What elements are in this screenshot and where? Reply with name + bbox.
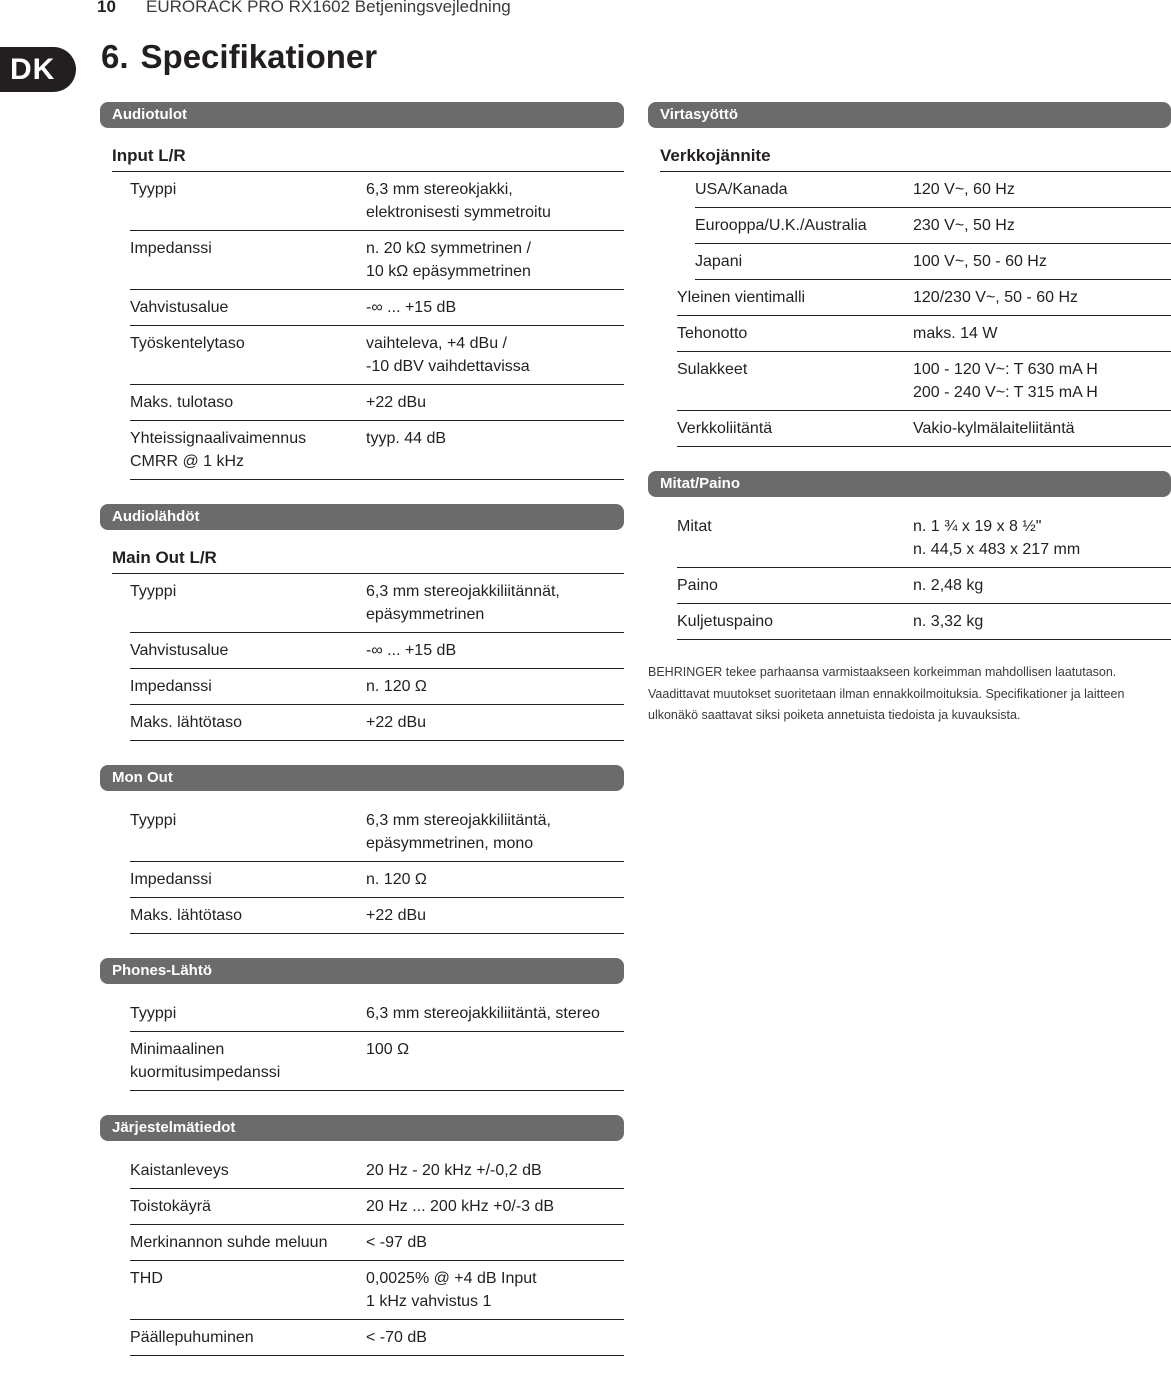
spec-value: +22 dBu bbox=[366, 907, 427, 924]
section-bar-virtasyotto: Virtasyöttö bbox=[648, 102, 1171, 128]
spec-value: 6,3 mm stereojakkiliitännät, epäsymmetrinen bbox=[366, 583, 560, 623]
spec-row bbox=[130, 669, 624, 705]
spec-value: n. 120 Ω bbox=[366, 871, 427, 888]
spec-rows bbox=[100, 574, 624, 741]
left-column bbox=[100, 102, 624, 1380]
spec-rows bbox=[100, 1153, 624, 1356]
spec-value: n. 20 kΩ symmetrinen / 10 kΩ epäsymmetrinen bbox=[366, 240, 531, 280]
section-mon-out bbox=[100, 765, 624, 934]
spec-value: -∞ ... +15 dB bbox=[366, 642, 457, 659]
spec-value: 100 V~, 50 - 60 Hz bbox=[913, 253, 1047, 270]
spec-label: Tyyppi bbox=[130, 1005, 177, 1022]
spec-row bbox=[130, 898, 624, 934]
spec-row bbox=[130, 705, 624, 741]
spec-row bbox=[130, 1189, 624, 1225]
spec-row bbox=[130, 1153, 624, 1189]
spec-row bbox=[677, 411, 1171, 447]
spec-row bbox=[130, 231, 624, 290]
section-audiolahdot bbox=[100, 504, 624, 741]
spec-row bbox=[130, 574, 624, 633]
section-audiotulot bbox=[100, 102, 624, 480]
section-bar-audiotulot: Audiotulot bbox=[100, 102, 624, 128]
spec-row bbox=[677, 280, 1171, 316]
spec-value: 6,3 mm stereojakkiliitäntä, stereo bbox=[366, 1005, 600, 1022]
spec-value: 100 Ω bbox=[366, 1041, 410, 1058]
spec-label: Tehonotto bbox=[677, 325, 748, 342]
spec-label: Minimaalinen kuormitusimpedanssi bbox=[130, 1041, 281, 1081]
subheading-main-out: Main Out L/R bbox=[112, 542, 624, 574]
spec-row bbox=[130, 421, 624, 480]
spec-row bbox=[130, 326, 624, 385]
spec-label: Impedanssi bbox=[130, 678, 212, 695]
spec-label: Maks. tulotaso bbox=[130, 394, 234, 411]
spec-value: 120 V~, 60 Hz bbox=[913, 181, 1015, 198]
spec-row bbox=[695, 172, 1171, 208]
spec-label: Tyyppi bbox=[130, 812, 177, 829]
spec-value: 120/230 V~, 50 - 60 Hz bbox=[913, 289, 1078, 306]
section-virtasyotto bbox=[648, 102, 1171, 447]
spec-label: Vahvistusalue bbox=[130, 299, 229, 316]
spec-label: Paino bbox=[677, 577, 718, 594]
spec-row bbox=[677, 316, 1171, 352]
spec-row bbox=[130, 1225, 624, 1261]
spec-label: Verkkoliitäntä bbox=[677, 420, 773, 437]
spec-row bbox=[695, 244, 1171, 280]
section-bar-phones: Phones-Lähtö bbox=[100, 958, 624, 984]
spec-rows bbox=[100, 172, 624, 480]
spec-label: Tyyppi bbox=[130, 181, 177, 198]
section-phones bbox=[100, 958, 624, 1091]
spec-label: Japani bbox=[695, 253, 743, 270]
spec-value: < -70 dB bbox=[366, 1329, 427, 1346]
spec-row bbox=[130, 172, 624, 231]
spec-label: Impedanssi bbox=[130, 240, 212, 257]
spec-label: Mitat bbox=[677, 518, 712, 535]
spec-row bbox=[130, 1261, 624, 1320]
spec-value: 230 V~, 50 Hz bbox=[913, 217, 1015, 234]
spec-value: 20 Hz - 20 kHz +/-0,2 dB bbox=[366, 1162, 542, 1179]
subheading-verkkojannite: Verkkojännite bbox=[660, 140, 1171, 172]
spec-value: n. 120 Ω bbox=[366, 678, 427, 695]
spec-label: Päällepuhuminen bbox=[130, 1329, 254, 1346]
spec-label: Kuljetuspaino bbox=[677, 613, 774, 630]
spec-row bbox=[130, 803, 624, 862]
spec-label: Merkinannon suhde meluun bbox=[130, 1234, 328, 1251]
spec-label: THD bbox=[130, 1270, 163, 1287]
spec-value: 0,0025% @ +4 dB Input 1 kHz vahvistus 1 bbox=[366, 1270, 537, 1310]
spec-value: 6,3 mm stereokjakki, elektronisesti symmetroitu bbox=[366, 181, 551, 221]
page-title bbox=[101, 38, 377, 76]
spec-value: +22 dBu bbox=[366, 714, 427, 731]
spec-row bbox=[130, 1032, 624, 1091]
section-mitat-paino bbox=[648, 471, 1171, 727]
spec-row bbox=[677, 604, 1171, 640]
language-tab: DK bbox=[0, 47, 76, 92]
disclaimer-note: BEHRINGER tekee parhaansa varmistaakseen korkeimman mahdollisen laatutason. Vaadittavat muutokset suoritetaan ilman ennakkoilmoituksia. Specifikationer ja laitteen ulkonäkö saattavat siksi poiketa annetuista tiedoista ja kuvauksista. bbox=[648, 665, 1125, 722]
spec-label: Sulakkeet bbox=[677, 361, 748, 378]
spec-label: Vahvistusalue bbox=[130, 642, 229, 659]
spec-rows bbox=[100, 996, 624, 1091]
spec-label: Yhteissignaalivaimennus CMRR @ 1 kHz bbox=[130, 430, 307, 470]
spec-row bbox=[695, 208, 1171, 244]
section-bar-mon-out: Mon Out bbox=[100, 765, 624, 791]
section-number: 6. bbox=[101, 38, 129, 75]
spec-label: Tyyppi bbox=[130, 583, 177, 600]
spec-label: Eurooppa/U.K./Australia bbox=[695, 217, 867, 234]
spec-value: 6,3 mm stereojakkiliitäntä, epäsymmetrinen, mono bbox=[366, 812, 551, 852]
section-title: Specifikationer bbox=[140, 38, 378, 75]
section-bar-mitat-paino: Mitat/Paino bbox=[648, 471, 1171, 497]
section-bar-jarjestelmatiedot: Järjestelmätiedot bbox=[100, 1115, 624, 1141]
spec-label: Impedanssi bbox=[130, 871, 212, 888]
section-bar-audiolahdot: Audiolähdöt bbox=[100, 504, 624, 530]
spec-label: Työskentelytaso bbox=[130, 335, 245, 352]
spec-row bbox=[130, 862, 624, 898]
spec-value: tyyp. 44 dB bbox=[366, 430, 447, 447]
spec-value: n. 1 ¾ x 19 x 8 ½" n. 44,5 x 483 x 217 mm bbox=[913, 518, 1081, 558]
document-title: EURORACK PRO RX1602 Betjeningsvejledning bbox=[146, 0, 511, 16]
spec-value: 100 - 120 V~: T 630 mA H 200 - 240 V~: T 315 mA H bbox=[913, 361, 1098, 401]
spec-value: < -97 dB bbox=[366, 1234, 427, 1251]
spec-row bbox=[677, 509, 1171, 568]
spec-label: Kaistanleveys bbox=[130, 1162, 229, 1179]
spec-value: 20 Hz ... 200 kHz +0/-3 dB bbox=[366, 1198, 555, 1215]
spec-value: vaihteleva, +4 dBu / -10 dBV vaihdettavissa bbox=[366, 335, 530, 375]
spec-row bbox=[130, 996, 624, 1032]
spec-value: +22 dBu bbox=[366, 394, 427, 411]
spec-row bbox=[677, 352, 1171, 411]
spec-value: Vakio-kylmälaiteliitäntä bbox=[913, 420, 1075, 437]
spec-rows bbox=[648, 509, 1171, 640]
page-number: 10 bbox=[97, 0, 116, 16]
spec-label: USA/Kanada bbox=[695, 181, 788, 198]
spec-label: Maks. lähtötaso bbox=[130, 714, 243, 731]
section-jarjestelmatiedot bbox=[100, 1115, 624, 1356]
spec-value: -∞ ... +15 dB bbox=[366, 299, 457, 316]
spec-value: maks. 14 W bbox=[913, 325, 998, 342]
spec-rows bbox=[100, 803, 624, 934]
spec-row bbox=[677, 568, 1171, 604]
spec-value: n. 2,48 kg bbox=[913, 577, 984, 594]
spec-label: Yleinen vientimalli bbox=[677, 289, 806, 306]
spec-label: Toistokäyrä bbox=[130, 1198, 211, 1215]
spec-label: Maks. lähtötaso bbox=[130, 907, 243, 924]
spec-value: n. 3,32 kg bbox=[913, 613, 984, 630]
spec-row bbox=[130, 385, 624, 421]
spec-row bbox=[130, 633, 624, 669]
spec-row bbox=[130, 290, 624, 326]
spec-rows bbox=[648, 172, 1171, 447]
subheading-input-lr: Input L/R bbox=[112, 140, 624, 172]
spec-row bbox=[130, 1320, 624, 1356]
right-column bbox=[648, 102, 1171, 751]
